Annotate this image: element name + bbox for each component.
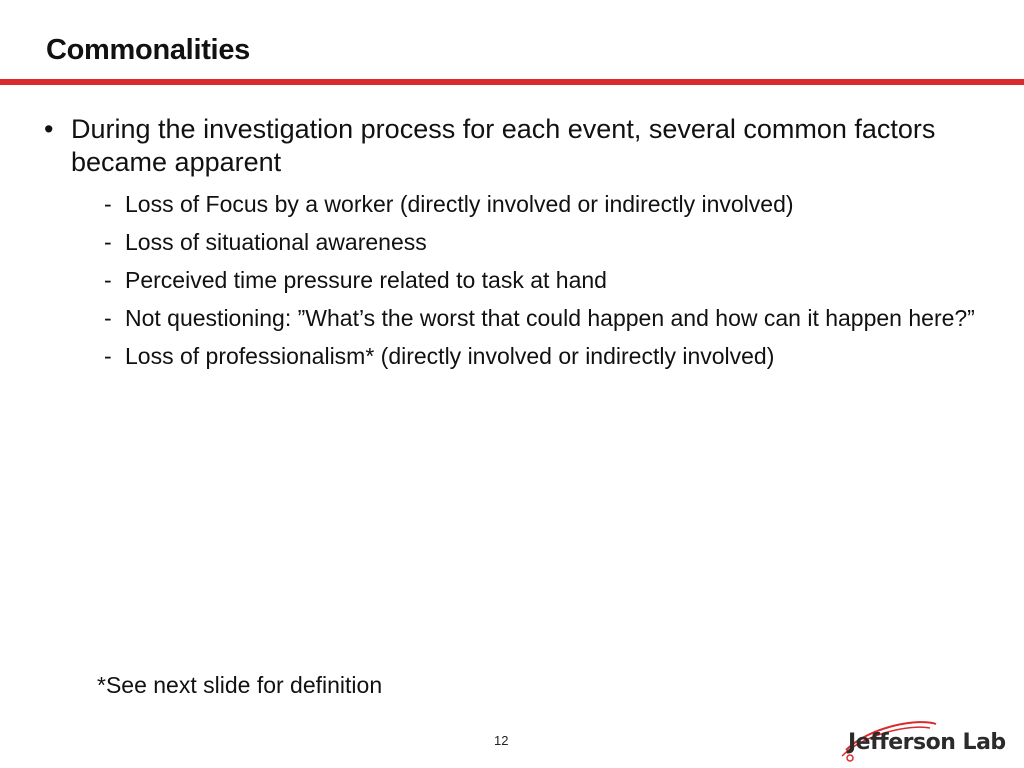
dash-marker: - bbox=[104, 229, 112, 255]
main-bullet bbox=[44, 113, 984, 179]
bullet-marker: • bbox=[44, 114, 54, 144]
sub-bullet bbox=[104, 342, 984, 370]
main-bullet-text: During the investigation process for each event, several common factors became apparent bbox=[71, 114, 936, 177]
dash-marker: - bbox=[104, 191, 112, 217]
jefferson-lab-logo bbox=[840, 716, 1018, 764]
dash-marker: - bbox=[104, 305, 112, 331]
sub-bullet bbox=[104, 228, 984, 256]
sub-bullet-text: Loss of situational awareness bbox=[125, 229, 427, 255]
sub-bullet bbox=[104, 304, 984, 332]
sub-bullet-text: Not questioning: ”What’s the worst that could happen and how can it happen here?” bbox=[125, 305, 975, 331]
logo-text: Jefferson Lab bbox=[848, 730, 1006, 755]
page-number: 12 bbox=[494, 733, 509, 748]
sub-bullet-list bbox=[104, 190, 984, 380]
sub-bullet-text: Loss of Focus by a worker (directly involved or indirectly involved) bbox=[125, 191, 794, 217]
sub-bullet-text: Perceived time pressure related to task at hand bbox=[125, 267, 607, 293]
sub-bullet bbox=[104, 266, 984, 294]
dash-marker: - bbox=[104, 343, 112, 369]
title-divider bbox=[0, 79, 1024, 85]
sub-bullet bbox=[104, 190, 984, 218]
footnote: *See next slide for definition bbox=[97, 672, 383, 698]
dash-marker: - bbox=[104, 267, 112, 293]
slide-title: Commonalities bbox=[46, 34, 250, 66]
sub-bullet-text: Loss of professionalism* (directly involved or indirectly involved) bbox=[125, 343, 775, 369]
